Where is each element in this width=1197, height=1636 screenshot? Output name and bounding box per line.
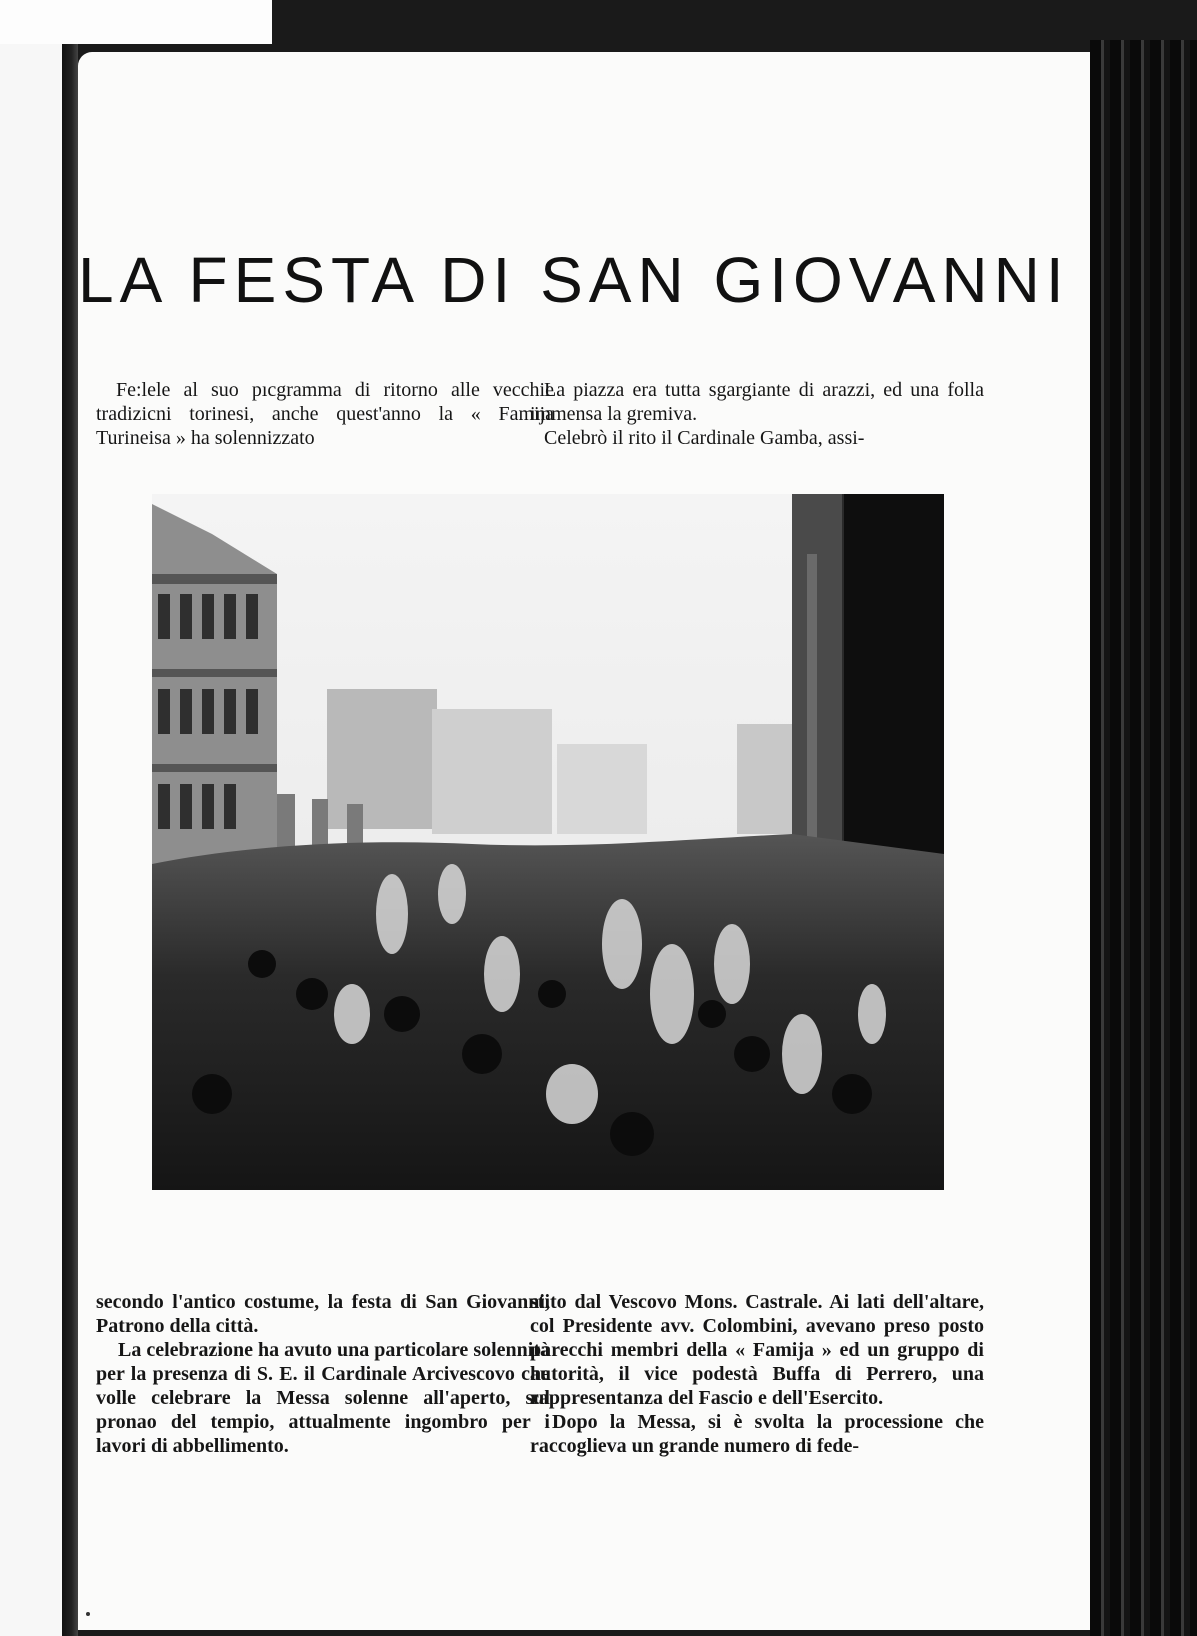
paragraph: La celebrazione ha avuto una particolare solennità per la presenza di S. E. il Cardinale Arcivescovo che volle celebrare la Messa solenne all'aperto, sul pronao del tempio, attualmente ingombro per i lavori di abbellimento. (96, 1339, 550, 1457)
paragraph: La piazza era tutta sgargiante di arazzi, ed una folla immensa la gremiva. (530, 379, 984, 425)
intro-column-right (530, 378, 984, 450)
paragraph: stito dal Vescovo Mons. Castrale. Ai lati dell'altare, col Presidente avv. Colombini, avevano preso posto parecchi membri della « Famija » ed un gruppo di autorità, il vice podestà Buffa di Perrero, una rappresentanza del Fascio e dell'Esercito. (530, 1291, 984, 1409)
scan-margin-left (0, 44, 62, 1636)
body-column-left (96, 1290, 550, 1458)
scan-speck (86, 1612, 90, 1616)
scan-margin-top (0, 0, 272, 44)
procession-photo-icon (152, 494, 944, 1190)
paragraph: secondo l'antico costume, la festa di San Giovanni, Patrono della città. (96, 1291, 550, 1337)
book-spine-shadow (62, 44, 78, 1636)
page-title: LA FESTA DI SAN GIOVANNI (78, 243, 1070, 316)
paragraph: Fe:lele al suo pıcgramma di ritorno alle vecchie tradizicni torinesi, anche quest'anno la « Famija Turineisa » ha solennizzato (96, 379, 554, 449)
body-column-right (530, 1290, 984, 1458)
paragraph: Celebrò il rito il Cardinale Gamba, assi- (544, 427, 865, 449)
intro-column-left (96, 378, 554, 450)
next-pages-edge (1090, 40, 1197, 1636)
procession-photo-icon (152, 494, 944, 1190)
paragraph: Dopo la Messa, si è svolta la processione che raccoglieva un grande numero di fede- (530, 1411, 984, 1457)
